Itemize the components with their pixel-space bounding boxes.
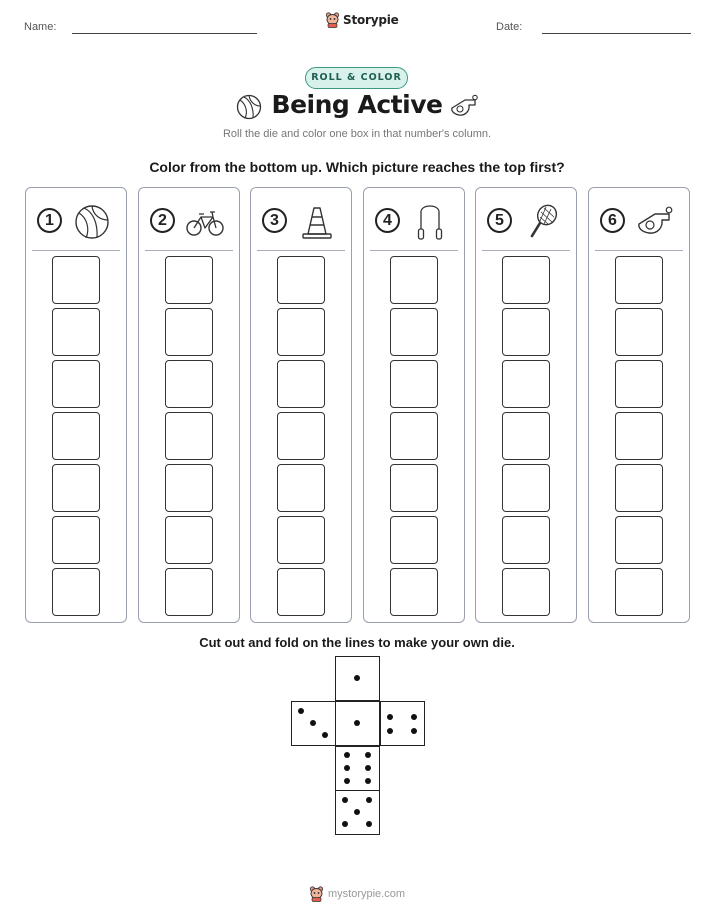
die-pip <box>365 765 371 771</box>
die-pip <box>366 797 372 803</box>
column-1 <box>25 187 127 623</box>
color-box[interactable] <box>502 412 550 460</box>
color-box[interactable] <box>277 308 325 356</box>
column-number: 3 <box>262 208 287 233</box>
die-face-1 <box>335 656 380 701</box>
color-box[interactable] <box>165 256 213 304</box>
column-header <box>476 202 576 242</box>
color-box[interactable] <box>390 516 438 564</box>
die-pip <box>344 765 350 771</box>
color-box[interactable] <box>165 412 213 460</box>
column-divider <box>482 250 570 251</box>
die-pip <box>387 728 393 734</box>
column-5 <box>475 187 577 623</box>
color-box[interactable] <box>502 464 550 512</box>
color-box[interactable] <box>615 412 663 460</box>
color-box[interactable] <box>52 360 100 408</box>
die-pip <box>411 714 417 720</box>
color-box[interactable] <box>277 464 325 512</box>
die-pip <box>354 809 360 815</box>
color-box[interactable] <box>52 256 100 304</box>
coloring-instruction: Color from the bottom up. Which picture reaches the top first? <box>149 159 565 175</box>
column-divider <box>257 250 345 251</box>
color-box[interactable] <box>615 308 663 356</box>
column-4 <box>363 187 465 623</box>
name-line[interactable] <box>72 33 257 34</box>
color-box[interactable] <box>390 412 438 460</box>
color-box[interactable] <box>52 308 100 356</box>
activity-badge: ROLL & COLOR <box>305 67 408 89</box>
whistle-icon <box>449 94 479 118</box>
column-2 <box>138 187 240 623</box>
color-box[interactable] <box>165 308 213 356</box>
color-box[interactable] <box>52 568 100 616</box>
color-box[interactable] <box>165 464 213 512</box>
die-pip <box>344 778 350 784</box>
color-box[interactable] <box>165 568 213 616</box>
color-box[interactable] <box>615 516 663 564</box>
color-box[interactable] <box>615 360 663 408</box>
color-box[interactable] <box>165 360 213 408</box>
column-divider <box>595 250 683 251</box>
die-face-1 <box>335 701 380 746</box>
brand-logo <box>325 12 399 28</box>
color-box[interactable] <box>390 256 438 304</box>
die-pip <box>298 708 304 714</box>
column-header <box>589 202 689 242</box>
column-header <box>26 202 126 242</box>
color-box[interactable] <box>277 568 325 616</box>
footer-site: mystorypie.com <box>328 888 406 900</box>
column-number: 6 <box>600 208 625 233</box>
die-pip <box>387 714 393 720</box>
die-pip <box>344 752 350 758</box>
color-box[interactable] <box>165 516 213 564</box>
bike-icon <box>185 202 225 242</box>
page-subtitle: Roll the die and color one box in that number's column. <box>222 128 492 140</box>
color-box[interactable] <box>390 568 438 616</box>
brand-name: Storypie <box>343 13 399 27</box>
die-pip <box>354 720 360 726</box>
cone-icon <box>297 202 337 242</box>
die-pip <box>342 821 348 827</box>
footer <box>309 886 405 902</box>
die-pip <box>322 732 328 738</box>
storypie-mascot-icon <box>309 886 324 902</box>
date-label: Date: <box>496 21 523 33</box>
tennis-racket-icon <box>522 202 562 242</box>
die-face-3 <box>291 701 336 746</box>
date-line[interactable] <box>542 33 691 34</box>
color-box[interactable] <box>615 256 663 304</box>
column-divider <box>370 250 458 251</box>
color-box[interactable] <box>52 464 100 512</box>
column-header <box>251 202 351 242</box>
color-box[interactable] <box>615 568 663 616</box>
cut-instruction: Cut out and fold on the lines to make your own die. <box>199 635 515 650</box>
page-title: Being Active <box>271 90 443 119</box>
column-number: 4 <box>375 208 400 233</box>
color-box[interactable] <box>390 360 438 408</box>
column-3 <box>250 187 352 623</box>
color-box[interactable] <box>52 516 100 564</box>
die-pip <box>366 821 372 827</box>
column-header <box>139 202 239 242</box>
die-pip <box>365 778 371 784</box>
die-pip <box>310 720 316 726</box>
column-header <box>364 202 464 242</box>
die-face-5 <box>335 790 380 835</box>
die-pip <box>342 797 348 803</box>
whistle-icon <box>635 202 675 242</box>
color-box[interactable] <box>390 464 438 512</box>
color-box[interactable] <box>390 308 438 356</box>
die-face-4 <box>380 701 425 746</box>
color-box[interactable] <box>615 464 663 512</box>
color-box[interactable] <box>502 516 550 564</box>
color-box[interactable] <box>277 256 325 304</box>
column-number: 2 <box>150 208 175 233</box>
color-box[interactable] <box>502 360 550 408</box>
die-pip <box>411 728 417 734</box>
jump-rope-icon <box>410 202 450 242</box>
die-pip <box>354 675 360 681</box>
color-box[interactable] <box>277 360 325 408</box>
ball-icon <box>236 94 262 120</box>
color-box[interactable] <box>52 412 100 460</box>
color-box[interactable] <box>277 516 325 564</box>
column-6 <box>588 187 690 623</box>
column-divider <box>145 250 233 251</box>
die-pip <box>365 752 371 758</box>
ball-icon <box>72 202 112 242</box>
color-box[interactable] <box>502 256 550 304</box>
color-box[interactable] <box>502 308 550 356</box>
name-label: Name: <box>24 21 57 33</box>
color-box[interactable] <box>277 412 325 460</box>
column-divider <box>32 250 120 251</box>
color-box[interactable] <box>502 568 550 616</box>
column-number: 1 <box>37 208 62 233</box>
die-face-6 <box>335 746 380 791</box>
storypie-mascot-icon <box>325 12 340 28</box>
column-number: 5 <box>487 208 512 233</box>
